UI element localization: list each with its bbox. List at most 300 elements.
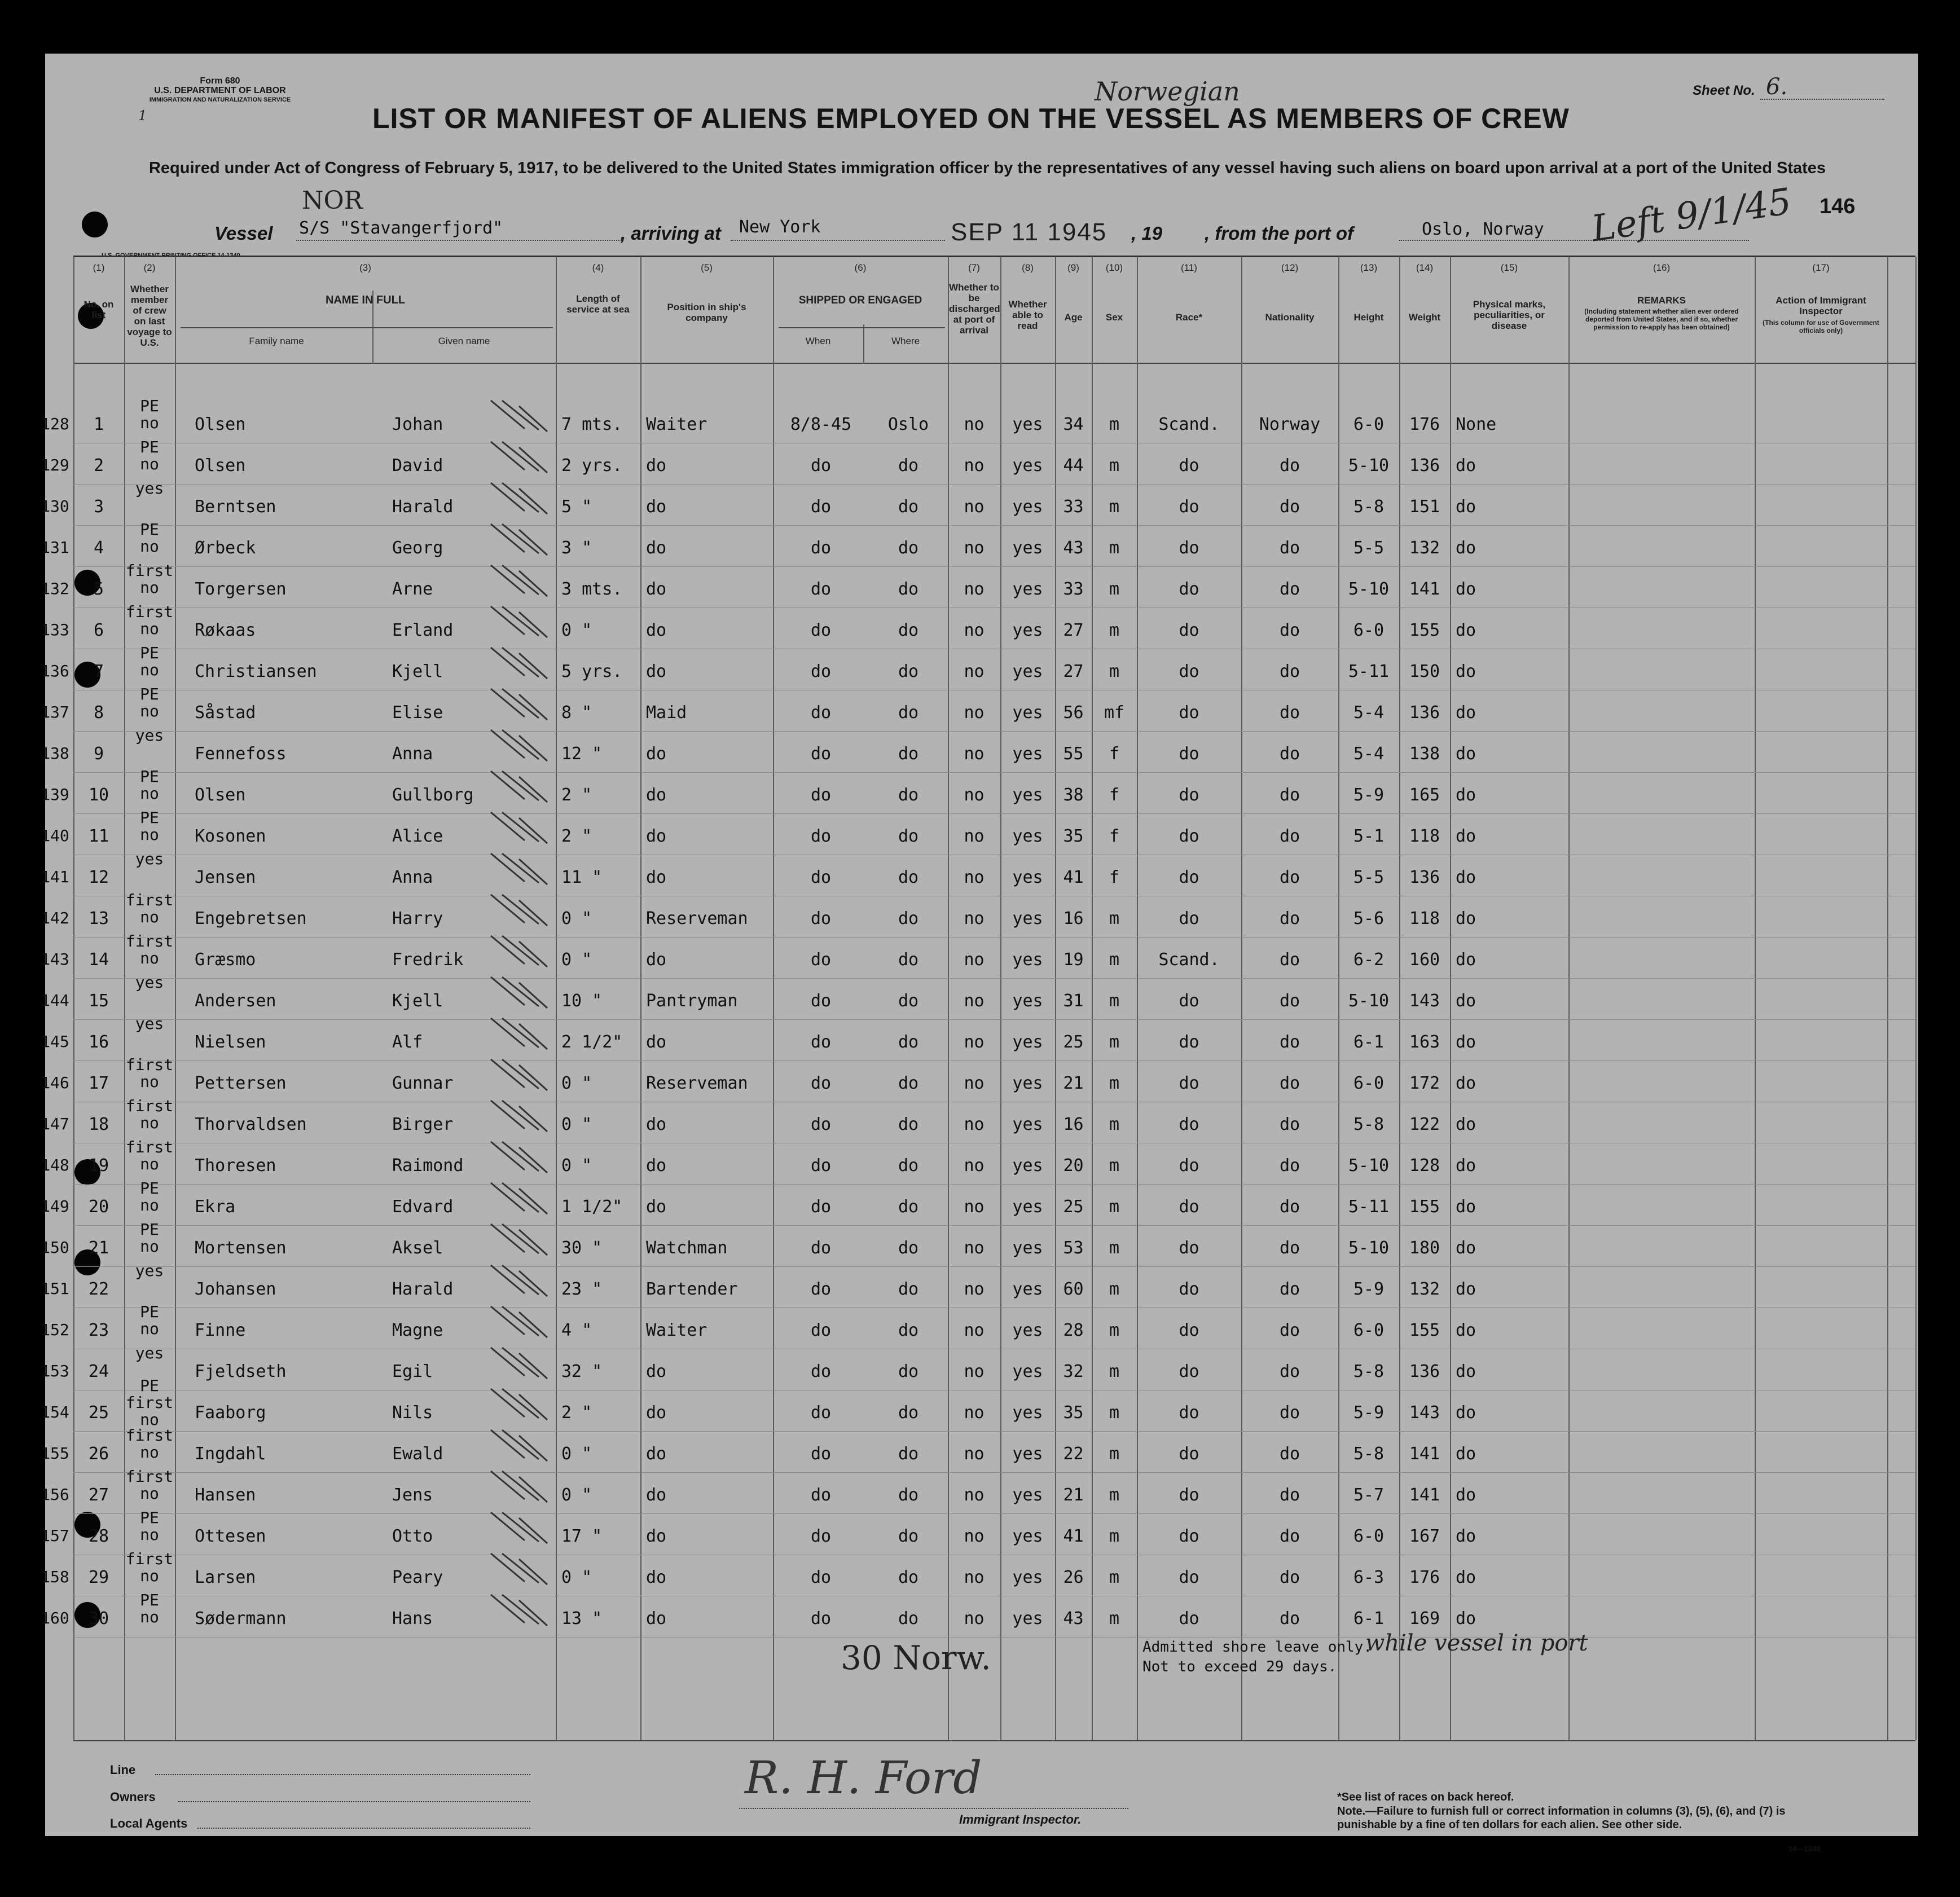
cell-service: 5 yrs. bbox=[561, 662, 623, 681]
cell-no: 15 bbox=[88, 991, 109, 1011]
cell-given: Anna bbox=[392, 744, 433, 764]
column-divider bbox=[773, 257, 774, 1740]
cell-read: yes bbox=[1012, 991, 1043, 1011]
cell-position: Reserveman bbox=[646, 909, 748, 928]
cell-age: 41 bbox=[1063, 1526, 1084, 1546]
cell-position: do bbox=[646, 1197, 667, 1217]
cell-when: do bbox=[810, 744, 832, 764]
cell-when: do bbox=[810, 456, 832, 476]
cell-race: do bbox=[1179, 826, 1199, 846]
cell-nationality: do bbox=[1279, 785, 1300, 805]
cell-age: 33 bbox=[1063, 579, 1084, 599]
cell-sex: m bbox=[1109, 1238, 1120, 1258]
cell-read: yes bbox=[1012, 1444, 1043, 1464]
cell-position: do bbox=[646, 826, 667, 846]
cell-marks: do bbox=[1456, 703, 1476, 723]
cell-prev: PE no bbox=[140, 644, 159, 679]
cell-read: yes bbox=[1012, 1609, 1043, 1628]
cell-marks: do bbox=[1456, 1279, 1476, 1299]
col-13-number: (13) bbox=[1360, 262, 1378, 273]
cell-when: do bbox=[810, 620, 832, 640]
cell-read: yes bbox=[1012, 1485, 1043, 1505]
cell-read: yes bbox=[1012, 456, 1043, 476]
given-name-header: Given name bbox=[438, 336, 490, 346]
shipped-subheader-rule bbox=[779, 327, 945, 328]
cell-weight: 136 bbox=[1409, 456, 1440, 476]
cell-weight: 165 bbox=[1409, 785, 1440, 805]
cell-given: Peary bbox=[392, 1568, 443, 1587]
cell-family: Ekra bbox=[195, 1197, 236, 1217]
cell-prev: PE no bbox=[140, 1302, 159, 1338]
cell-position: do bbox=[646, 1444, 667, 1464]
cell-age: 32 bbox=[1063, 1362, 1084, 1381]
cell-race: do bbox=[1179, 785, 1199, 805]
cell-height: 5-7 bbox=[1353, 1485, 1385, 1505]
cell-service: 0 " bbox=[561, 1156, 592, 1176]
cell-race: Scand. bbox=[1158, 415, 1220, 434]
from-port-line bbox=[1399, 240, 1749, 241]
cell-marks: do bbox=[1456, 1197, 1476, 1217]
cell-margin: 138 bbox=[41, 744, 69, 763]
cell-position: Waiter bbox=[646, 415, 707, 434]
cell-service: 0 " bbox=[561, 1073, 592, 1093]
cell-family: Ørbeck bbox=[195, 538, 256, 558]
cell-prev: first no bbox=[125, 1055, 174, 1091]
cell-when: do bbox=[810, 909, 832, 928]
cell-discharged: no bbox=[964, 1115, 985, 1134]
cell-sex: m bbox=[1109, 1444, 1120, 1464]
cell-height: 5-11 bbox=[1348, 662, 1390, 681]
cell-weight: 143 bbox=[1409, 991, 1440, 1011]
table-top-rule bbox=[73, 256, 1915, 257]
cell-given: Johan bbox=[392, 415, 443, 434]
cell-weight: 169 bbox=[1409, 1609, 1440, 1628]
cell-given: Magne bbox=[392, 1321, 443, 1340]
cell-margin: 148 bbox=[41, 1156, 69, 1174]
form-code: 14—1340 bbox=[1788, 1845, 1821, 1853]
cell-height: 5-1 bbox=[1353, 826, 1385, 846]
cell-height: 5-9 bbox=[1353, 1403, 1385, 1423]
row-rule bbox=[73, 772, 1915, 773]
col-6-header: SHIPPED OR ENGAGED bbox=[798, 294, 922, 306]
cell-weight: 155 bbox=[1409, 1321, 1440, 1340]
cell-discharged: no bbox=[964, 950, 985, 970]
vessel-label: Vessel bbox=[214, 223, 273, 244]
cell-margin: 147 bbox=[41, 1115, 69, 1133]
cell-no: 7 bbox=[93, 662, 104, 681]
cell-where: do bbox=[898, 991, 919, 1011]
when-header: When bbox=[805, 336, 831, 346]
cell-margin: 142 bbox=[41, 909, 69, 927]
cell-nationality: Norway bbox=[1259, 415, 1321, 434]
cell-marks: do bbox=[1456, 1032, 1476, 1052]
row-rule bbox=[73, 1225, 1915, 1226]
races-note: *See list of races on back hereof. bbox=[1337, 1791, 1514, 1803]
cell-position: do bbox=[646, 744, 667, 764]
row-rule bbox=[73, 978, 1915, 979]
cell-margin: 133 bbox=[41, 620, 69, 639]
cell-when: do bbox=[810, 1609, 832, 1628]
col-3-header: NAME IN FULL bbox=[325, 294, 406, 306]
cell-weight: 132 bbox=[1409, 1279, 1440, 1299]
cell-marks: do bbox=[1456, 1403, 1476, 1423]
cell-given: Birger bbox=[392, 1115, 454, 1134]
cell-race: do bbox=[1179, 538, 1199, 558]
col-16-header: REMARKS bbox=[1637, 295, 1686, 306]
cell-discharged: no bbox=[964, 1032, 985, 1052]
note-text: —Failure to furnish full or correct information in columns (3), (5), (6), and (7) is punishable by a fine of ten dollars for each alien. See other side. bbox=[1337, 1805, 1786, 1831]
cell-nationality: do bbox=[1279, 1279, 1300, 1299]
cell-position: do bbox=[646, 1485, 667, 1505]
cell-race: do bbox=[1179, 909, 1199, 928]
cell-where: do bbox=[898, 1485, 919, 1505]
cell-position: do bbox=[646, 620, 667, 640]
cell-weight: 118 bbox=[1409, 909, 1440, 928]
cell-where: do bbox=[898, 1444, 919, 1464]
column-divider bbox=[1755, 257, 1756, 1740]
col-5-number: (5) bbox=[701, 262, 713, 273]
cell-nationality: do bbox=[1279, 909, 1300, 928]
cell-prev: yes bbox=[135, 479, 164, 498]
cell-prev: first no bbox=[125, 1426, 174, 1462]
cell-position: do bbox=[646, 538, 667, 558]
cell-race: do bbox=[1179, 1032, 1199, 1052]
cell-where: do bbox=[898, 1568, 919, 1587]
cell-margin: 140 bbox=[41, 826, 69, 845]
cell-service: 0 " bbox=[561, 1444, 592, 1464]
sheet-number: 6. bbox=[1766, 74, 1788, 100]
cell-no: 29 bbox=[88, 1568, 109, 1587]
cell-no: 6 bbox=[93, 620, 104, 640]
cell-when: do bbox=[810, 579, 832, 599]
arriving-label: , arriving at bbox=[621, 223, 721, 244]
cell-no: 5 bbox=[93, 579, 104, 599]
cell-sex: m bbox=[1109, 538, 1120, 558]
cell-sex: m bbox=[1109, 1073, 1120, 1093]
cell-prev: first no bbox=[125, 891, 174, 926]
cell-position: do bbox=[646, 1403, 667, 1423]
name-subheader-rule bbox=[181, 327, 553, 328]
cell-read: yes bbox=[1012, 497, 1043, 517]
cell-service: 3 mts. bbox=[561, 579, 623, 599]
cell-service: 2 " bbox=[561, 826, 592, 846]
cell-given: Erland bbox=[392, 620, 454, 640]
cell-weight: 155 bbox=[1409, 620, 1440, 640]
cell-weight: 167 bbox=[1409, 1526, 1440, 1546]
inspector-label: Immigrant Inspector. bbox=[959, 1812, 1082, 1826]
cell-nationality: do bbox=[1279, 1032, 1300, 1052]
year-label: , 19 bbox=[1131, 223, 1163, 244]
cell-height: 5-11 bbox=[1348, 1197, 1390, 1217]
cell-where: do bbox=[898, 1321, 919, 1340]
cell-position: do bbox=[646, 497, 667, 517]
cell-family: Larsen bbox=[195, 1568, 256, 1587]
cell-no: 1 bbox=[93, 415, 104, 434]
cell-given: Nils bbox=[392, 1403, 433, 1423]
cell-sex: m bbox=[1109, 950, 1120, 970]
cell-nationality: do bbox=[1279, 1197, 1300, 1217]
cell-prev: first no bbox=[125, 1550, 174, 1585]
cell-age: 43 bbox=[1063, 538, 1084, 558]
cell-where: do bbox=[898, 1073, 919, 1093]
cell-margin: 152 bbox=[41, 1321, 69, 1339]
cell-prev: PE no bbox=[140, 1508, 159, 1544]
cell-where: do bbox=[898, 1238, 919, 1258]
cell-when: do bbox=[810, 1073, 832, 1093]
cell-race: do bbox=[1179, 1321, 1199, 1340]
cell-given: David bbox=[392, 456, 443, 476]
cell-sex: m bbox=[1109, 1362, 1120, 1381]
title-right: VESSEL AS MEMBERS OF CREW bbox=[1105, 103, 1570, 134]
cell-read: yes bbox=[1012, 1321, 1043, 1340]
cell-read: yes bbox=[1012, 620, 1043, 640]
col-17-number: (17) bbox=[1812, 262, 1830, 273]
cell-family: Berntsen bbox=[195, 497, 276, 517]
cell-nationality: do bbox=[1279, 1321, 1300, 1340]
cell-no: 30 bbox=[88, 1609, 109, 1628]
cell-when: do bbox=[810, 1238, 832, 1258]
note-label: Note. bbox=[1337, 1805, 1365, 1817]
cell-position: Bartender bbox=[646, 1279, 738, 1299]
col-14-number: (14) bbox=[1416, 262, 1434, 273]
cell-discharged: no bbox=[964, 785, 985, 805]
cell-prev: yes bbox=[135, 1344, 164, 1362]
cell-service: 0 " bbox=[561, 620, 592, 640]
cell-age: 60 bbox=[1063, 1279, 1084, 1299]
cell-discharged: no bbox=[964, 1073, 985, 1093]
cell-age: 22 bbox=[1063, 1444, 1084, 1464]
cell-no: 22 bbox=[88, 1279, 109, 1299]
cell-margin: 136 bbox=[41, 662, 69, 680]
corner-mark: 1 bbox=[138, 108, 147, 124]
cell-sex: m bbox=[1109, 1568, 1120, 1587]
cell-race: do bbox=[1179, 1279, 1199, 1299]
cell-discharged: no bbox=[964, 1444, 985, 1464]
cell-prev: yes bbox=[135, 1014, 164, 1033]
admitted-handwritten-note: while vessel in port bbox=[1365, 1630, 1588, 1656]
cell-sex: m bbox=[1109, 662, 1120, 681]
cell-marks: do bbox=[1456, 1073, 1476, 1093]
cell-family: Ingdahl bbox=[195, 1444, 266, 1464]
cell-service: 8 " bbox=[561, 703, 592, 723]
cell-family: Olsen bbox=[195, 785, 246, 805]
local-agents-label: Local Agents bbox=[110, 1816, 188, 1830]
cell-weight: 160 bbox=[1409, 950, 1440, 970]
cell-height: 5-10 bbox=[1348, 1156, 1390, 1176]
cell-family: Pettersen bbox=[195, 1073, 287, 1093]
cell-prev: first no bbox=[125, 1467, 174, 1503]
cell-service: 12 " bbox=[561, 744, 603, 764]
cell-position: Reserveman bbox=[646, 1073, 748, 1093]
cell-family: Fennefoss bbox=[195, 744, 287, 764]
cell-position: do bbox=[646, 1032, 667, 1052]
col-8-number: (8) bbox=[1022, 262, 1034, 273]
cell-given: Gunnar bbox=[392, 1073, 454, 1093]
cell-read: yes bbox=[1012, 415, 1043, 434]
subtitle: Required under Act of Congress of February 5, 1917, to be delivered to the United States immigration officer by the representatives of any vessel having such aliens on board upon arrival at a port of the United States bbox=[148, 159, 1826, 177]
cell-when: do bbox=[810, 1568, 832, 1587]
col-9-header: Age bbox=[1064, 312, 1083, 323]
cell-marks: do bbox=[1456, 1362, 1476, 1381]
col-2-number: (2) bbox=[143, 262, 156, 273]
cell-age: 19 bbox=[1063, 950, 1084, 970]
cell-discharged: no bbox=[964, 1156, 985, 1176]
cell-margin: 145 bbox=[41, 1032, 69, 1051]
cell-when: do bbox=[810, 1444, 832, 1464]
cell-age: 26 bbox=[1063, 1568, 1084, 1587]
cell-margin: 129 bbox=[41, 456, 69, 474]
cell-weight: 138 bbox=[1409, 744, 1440, 764]
cell-read: yes bbox=[1012, 1156, 1043, 1176]
cell-where: do bbox=[898, 497, 919, 517]
line-blank bbox=[155, 1774, 530, 1775]
cell-nationality: do bbox=[1279, 703, 1300, 723]
cell-race: do bbox=[1179, 703, 1199, 723]
cell-when: 8/8-45 bbox=[790, 415, 852, 434]
cell-weight: 141 bbox=[1409, 1444, 1440, 1464]
cell-sex: m bbox=[1109, 1279, 1120, 1299]
cell-marks: do bbox=[1456, 579, 1476, 599]
cell-no: 28 bbox=[88, 1526, 109, 1546]
cell-read: yes bbox=[1012, 1362, 1043, 1381]
arriving-port-line bbox=[731, 240, 945, 241]
cell-given: Ewald bbox=[392, 1444, 443, 1464]
cell-race: do bbox=[1179, 1485, 1199, 1505]
cell-discharged: no bbox=[964, 662, 985, 681]
cell-position: do bbox=[646, 456, 667, 476]
cell-prev: PE no bbox=[140, 1179, 159, 1214]
cell-service: 10 " bbox=[561, 991, 603, 1011]
page-title bbox=[372, 102, 1570, 135]
cell-race: do bbox=[1179, 1609, 1199, 1628]
col-14-header: Weight bbox=[1408, 312, 1441, 323]
cell-margin: 154 bbox=[41, 1403, 69, 1421]
row-rule bbox=[73, 1637, 1915, 1638]
cell-age: 25 bbox=[1063, 1032, 1084, 1052]
cell-service: 23 " bbox=[561, 1279, 603, 1299]
cell-where: do bbox=[898, 909, 919, 928]
cell-family: Nielsen bbox=[195, 1032, 266, 1052]
col-2-header: Whether member of crew on last voyage to U.S. bbox=[127, 284, 172, 348]
cell-family: Såstad bbox=[195, 703, 256, 723]
cell-marks: do bbox=[1456, 744, 1476, 764]
cell-prev: yes bbox=[135, 726, 164, 745]
cell-age: 41 bbox=[1063, 868, 1084, 887]
cell-height: 5-10 bbox=[1348, 1238, 1390, 1258]
cell-margin: 156 bbox=[41, 1485, 69, 1504]
cell-race: do bbox=[1179, 1568, 1199, 1587]
cell-position: Maid bbox=[646, 703, 687, 723]
cell-position: do bbox=[646, 785, 667, 805]
cell-age: 31 bbox=[1063, 991, 1084, 1011]
cell-height: 5-4 bbox=[1353, 744, 1385, 764]
row-rule bbox=[73, 1184, 1915, 1185]
cell-marks: do bbox=[1456, 826, 1476, 846]
cell-when: do bbox=[810, 1032, 832, 1052]
cell-where: do bbox=[898, 1156, 919, 1176]
cell-discharged: no bbox=[964, 991, 985, 1011]
cell-race: do bbox=[1179, 1073, 1199, 1093]
cell-position: do bbox=[646, 1156, 667, 1176]
cell-age: 33 bbox=[1063, 497, 1084, 517]
column-divider bbox=[640, 257, 641, 1740]
cell-race: do bbox=[1179, 1115, 1199, 1134]
cell-given: Edvard bbox=[392, 1197, 454, 1217]
col-12-number: (12) bbox=[1281, 262, 1299, 273]
cell-family: Røkaas bbox=[195, 620, 256, 640]
cell-where: do bbox=[898, 1115, 919, 1134]
cell-no: 19 bbox=[88, 1156, 109, 1176]
cell-family: Faaborg bbox=[195, 1403, 266, 1423]
cell-when: do bbox=[810, 1362, 832, 1381]
cell-position: do bbox=[646, 950, 667, 970]
duration-note: Not to exceed 29 days. bbox=[1142, 1658, 1337, 1675]
cell-position: do bbox=[646, 662, 667, 681]
row-rule bbox=[73, 1431, 1915, 1432]
cell-position: do bbox=[646, 579, 667, 599]
cell-height: 5-10 bbox=[1348, 456, 1390, 476]
owners-label: Owners bbox=[110, 1790, 156, 1804]
cell-given: Fredrik bbox=[392, 950, 464, 970]
cell-margin: 157 bbox=[41, 1526, 69, 1545]
cell-nationality: do bbox=[1279, 1526, 1300, 1546]
row-rule bbox=[73, 1060, 1915, 1061]
cell-race: do bbox=[1179, 579, 1199, 599]
col-1-header: No. on list bbox=[84, 299, 114, 320]
cell-no: 20 bbox=[88, 1197, 109, 1217]
cell-read: yes bbox=[1012, 662, 1043, 681]
penalty-note bbox=[1337, 1804, 1834, 1832]
cell-height: 5-8 bbox=[1353, 497, 1385, 517]
signature-line bbox=[739, 1808, 1128, 1809]
cell-read: yes bbox=[1012, 703, 1043, 723]
cell-position: do bbox=[646, 1568, 667, 1587]
row-rule bbox=[73, 1472, 1915, 1473]
cell-service: 4 " bbox=[561, 1321, 592, 1340]
cell-service: 0 " bbox=[561, 1115, 592, 1134]
col-15-header: Physical marks, peculiarities, or disease bbox=[1473, 299, 1546, 331]
arriving-port: New York bbox=[739, 217, 821, 237]
cell-height: 6-1 bbox=[1353, 1609, 1385, 1628]
cell-family: Mortensen bbox=[195, 1238, 287, 1258]
department-name: U.S. DEPARTMENT OF LABOR bbox=[154, 86, 286, 95]
cell-service: 11 " bbox=[561, 868, 603, 887]
cell-nationality: do bbox=[1279, 868, 1300, 887]
cell-family: Kosonen bbox=[195, 826, 266, 846]
line-label: Line bbox=[110, 1763, 136, 1777]
cell-family: Torgersen bbox=[195, 579, 287, 599]
cell-weight: 122 bbox=[1409, 1115, 1440, 1134]
cell-marks: None bbox=[1456, 415, 1497, 434]
cell-given: Otto bbox=[392, 1526, 433, 1546]
col-3-number: (3) bbox=[359, 262, 371, 273]
cell-race: do bbox=[1179, 1238, 1199, 1258]
cell-age: 53 bbox=[1063, 1238, 1084, 1258]
cell-nationality: do bbox=[1279, 744, 1300, 764]
cell-where: do bbox=[898, 744, 919, 764]
cell-read: yes bbox=[1012, 1568, 1043, 1587]
cell-sex: m bbox=[1109, 991, 1120, 1011]
cell-service: 2 " bbox=[561, 1403, 592, 1423]
cell-no: 13 bbox=[88, 909, 109, 928]
cell-position: do bbox=[646, 1609, 667, 1628]
cell-nationality: do bbox=[1279, 950, 1300, 970]
cell-nationality: do bbox=[1279, 1362, 1300, 1381]
cell-where: do bbox=[898, 538, 919, 558]
cell-read: yes bbox=[1012, 1238, 1043, 1258]
cell-height: 6-1 bbox=[1353, 1032, 1385, 1052]
cell-marks: do bbox=[1456, 497, 1476, 517]
